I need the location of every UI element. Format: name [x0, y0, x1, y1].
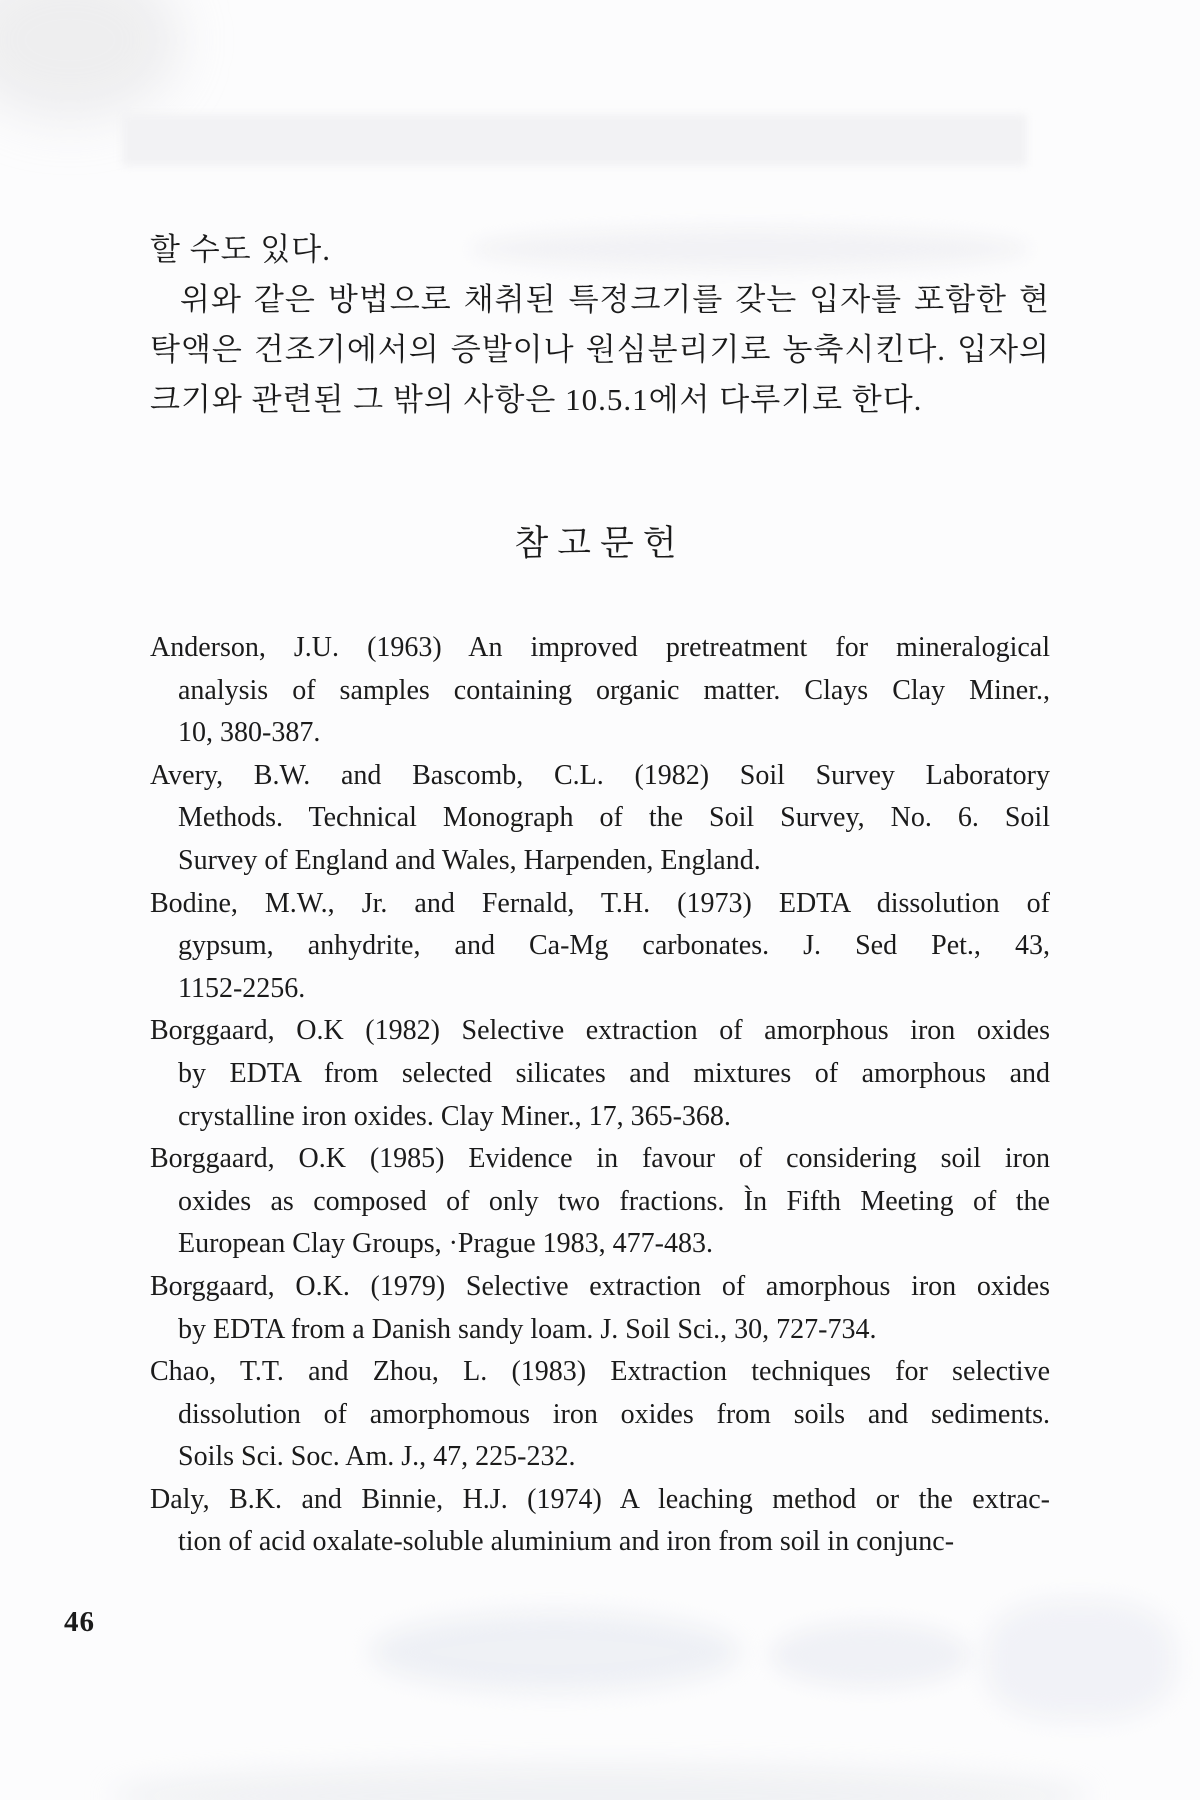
korean-text-line: 탁액은 건조기에서의 증발이나 원심분리기로 농축시킨다. 입자의	[150, 332, 1050, 367]
korean-text-line: 크기와 관련된 그 밖의 사항은 10.5.1에서 다루기로 한다.	[150, 382, 923, 417]
scan-smudge	[985, 1600, 1175, 1720]
reference-line: Borggaard, O.K (1985) Evidence in favour of considering soil iron	[150, 1143, 1050, 1175]
reference-line: dissolution of amorphomous iron oxides from soils and sediments.	[178, 1398, 1050, 1430]
korean-text-line: 할 수도 있다.	[150, 232, 331, 267]
reference-line: Chao, T.T. and Zhou, L. (1983) Extraction techniques for selective	[150, 1356, 1050, 1388]
reference-line: by EDTA from a Danish sandy loam. J. Soil Sci., 30, 727-734.	[178, 1313, 877, 1345]
reference-line: by EDTA from selected silicates and mixtures of amorphous and	[178, 1057, 1050, 1089]
scan-shadow-band	[122, 114, 1027, 166]
reference-line: Bodine, M.W., Jr. and Fernald, T.H. (1973) EDTA dissolution of	[150, 887, 1050, 919]
reference-line: oxides as composed of only two fractions. Ìn Fifth Meeting of the	[178, 1185, 1050, 1217]
reference-line: Daly, B.K. and Binnie, H.J. (1974) A leaching method or the extrac-	[150, 1483, 1050, 1515]
korean-paragraphs	[150, 225, 1050, 425]
reference-line: Avery, B.W. and Bascomb, C.L. (1982) Soil Survey Laboratory	[150, 759, 1050, 791]
scan-shadow-bottom	[110, 1766, 1090, 1800]
reference-line: Anderson, J.U. (1963) An improved pretreatment for mineralogical	[150, 632, 1050, 663]
reference-line: Borggaard, O.K (1982) Selective extraction of amorphous iron oxides	[150, 1015, 1050, 1047]
references-heading: 참고문헌	[514, 524, 686, 563]
reference-line: Borggaard, O.K. (1979) Selective extraction of amorphous iron oxides	[150, 1270, 1050, 1302]
reference-line: gypsum, anhydrite, and Ca-Mg carbonates. J. Sed Pet., 43,	[178, 930, 1050, 962]
page-number: 46	[64, 1606, 95, 1638]
reference-line: analysis of samples containing organic matter. Clays Clay Miner.,	[178, 674, 1050, 706]
reference-line: crystalline iron oxides. Clay Miner., 17, 365-368.	[178, 1100, 731, 1132]
scan-smudge	[770, 1622, 970, 1688]
references-list	[150, 627, 1050, 1564]
reference-line: tion of acid oxalate-soluble aluminium and iron from soil in conjunc-	[178, 1526, 955, 1558]
scan-shadow-corner	[0, 0, 180, 120]
korean-text-line: 위와 같은 방법으로 채취된 특정크기를 갖는 입자를 포함한 현	[180, 282, 1050, 317]
reference-line: 10, 380-387.	[178, 717, 321, 749]
reference-line: Methods. Technical Monograph of the Soil Survey, No. 6. Soil	[178, 802, 1050, 834]
reference-line: 1152-2256.	[178, 972, 306, 1004]
scan-smudge	[370, 1612, 740, 1692]
reference-line: Survey of England and Wales, Harpenden, England.	[178, 844, 761, 876]
reference-line: European Clay Groups, ·Prague 1983, 477-483.	[178, 1228, 714, 1260]
reference-line: Soils Sci. Soc. Am. J., 47, 225-232.	[178, 1441, 576, 1473]
